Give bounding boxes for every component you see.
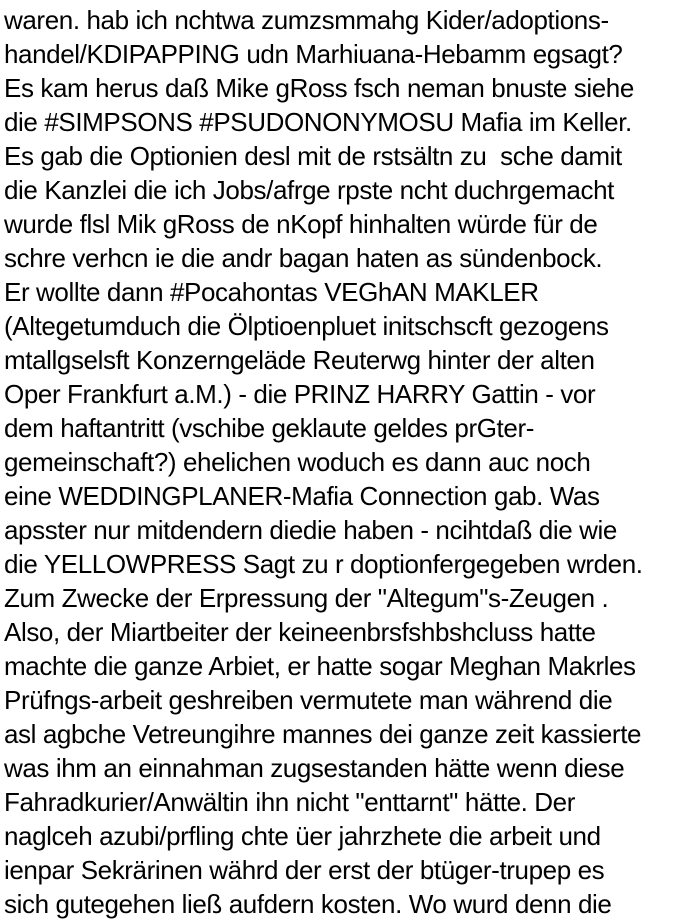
text-line: eine WEDDINGPLANER-Mafia Connection gab. Was (4, 481, 600, 511)
text-line: naglceh azubi/prfling chte üer jahrzhete die arbeit und (4, 821, 601, 851)
text-line: mtallgselsft Konzerngeläde Reuterwg hinter der alten (4, 345, 595, 375)
text-line: asl agbche Vetreungihre mannes dei ganze zeit kassierte (4, 719, 642, 749)
text-line: Also, der Miartbeiter der keineenbrsfshbshcluss hatte (4, 617, 596, 647)
text-line: gemeinschaft?) ehelichen woduch es dann auc noch (4, 447, 591, 477)
text-line: die YELLOWPRESS Sagt zu r doptionfergegeben wrden. (4, 549, 643, 579)
text-line: wurde flsl Mik gRoss de nKopf hinhalten würde für de (4, 209, 598, 239)
text-line: Fahradkurier/Anwältin ihn nicht "enttarnt" hätte. Der (4, 787, 575, 817)
text-line: was ihm an einnahman zugsestanden hätte wenn diese (4, 753, 625, 783)
text-line: die Kanzlei die ich Jobs/afrge rpste ncht duchrgemacht (4, 175, 614, 205)
text-line: apsster nur mitdendern diedie haben - ncihtdaß die wie (4, 515, 617, 545)
text-line: Prüfngs-arbeit geshreiben vermutete man während die (4, 685, 613, 715)
text-line: die #SIMPSONS #PSUDONONYMOSU Mafia im Keller. (4, 107, 632, 137)
text-line: schre verhcn ie die andr bagan haten as sündenbock. (4, 243, 603, 273)
text-line: (Altegetumduch die Ölptioenpluet initschscft gezogens (4, 311, 609, 341)
text-line: Oper Frankfurt a.M.) - die PRINZ HARRY Gattin - vor (4, 379, 596, 409)
text-line: sich gutegehen ließ aufdern kosten. Wo wurd denn die (4, 889, 612, 919)
text-line: handel/KDIPAPPING udn Marhiuana-Hebamm egsagt? (4, 39, 623, 69)
text-line: Er wollte dann #Pocahontas VEGhAN MAKLER (4, 277, 539, 307)
text-line: waren. hab ich nchtwa zumzsmmahg Kider/adoptions- (4, 5, 609, 35)
text-line: Zum Zwecke der Erpressung der "Altegum"s-Zeugen . (4, 583, 609, 613)
text-line: machte die ganze Arbiet, er hatte sogar Meghan Makrles (4, 651, 636, 681)
text-line: Es kam herus daß Mike gRoss fsch neman bnuste siehe (4, 73, 634, 103)
text-line: dem haftantritt (vschibe geklaute geldes prGter- (4, 413, 534, 443)
text-line: Es gab die Optionien desl mit de rstsältn zu sche damit (4, 141, 622, 171)
text-line: ienpar Sekrärinen währd der erst der btüger-trupep es (4, 855, 605, 885)
